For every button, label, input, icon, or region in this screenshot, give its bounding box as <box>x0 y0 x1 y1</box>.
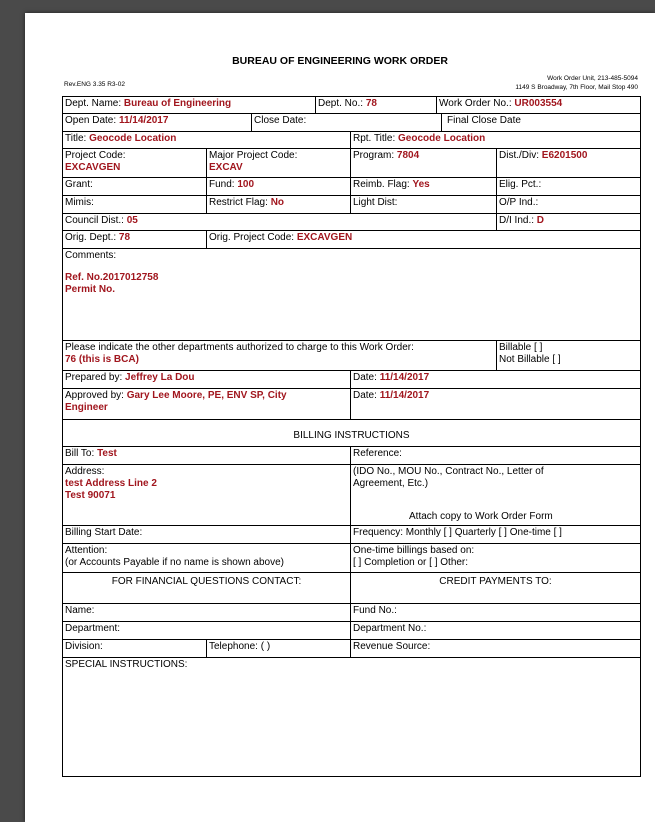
di-ind-label: D/I Ind.: <box>499 215 535 226</box>
reference-cell <box>350 447 640 464</box>
mimis-cell <box>63 196 206 213</box>
contact-name-cell <box>63 604 350 621</box>
row-title <box>63 132 640 149</box>
row-project <box>63 149 640 178</box>
title-value: Geocode Location <box>89 133 177 144</box>
row-department <box>63 622 640 640</box>
row-approved <box>63 389 640 420</box>
major-project-value: EXCAV <box>209 162 243 173</box>
attach-note: Attach copy to Work Order Form <box>409 511 553 522</box>
di-ind-cell <box>496 214 640 230</box>
row-dept <box>63 97 640 114</box>
row-billing-start <box>63 526 640 544</box>
department-no-cell <box>350 622 640 639</box>
light-dist-label: Light Dist: <box>353 197 398 208</box>
row-bill-to <box>63 447 640 465</box>
program-value: 7804 <box>396 150 420 161</box>
rpt-title-value: Geocode Location <box>398 133 486 144</box>
final-close-cell <box>441 114 640 131</box>
dist-div-label: Dist./Div: <box>499 150 539 161</box>
approved-by-value: Gary Lee Moore, PE, ENV SP, City <box>126 390 287 401</box>
grant-label: Grant: <box>65 179 93 190</box>
work-order-no-label: Work Order No.: <box>439 98 512 109</box>
department-no-label: Department No.: <box>353 623 427 634</box>
orig-project-label: Orig. Project Code: <box>209 232 295 243</box>
reimb-flag-cell <box>350 178 496 195</box>
special-instructions-section <box>63 658 640 777</box>
open-date-value: 11/14/2017 <box>118 115 169 126</box>
rpt-title-label: Rpt. Title: <box>353 133 396 144</box>
elig-pct-label: Elig. Pct.: <box>499 179 542 190</box>
attention-cell <box>63 544 350 572</box>
row-name <box>63 604 640 622</box>
special-instructions-cell <box>63 658 640 776</box>
work-order-sheet <box>25 13 655 822</box>
row-address <box>63 465 640 526</box>
other-depts-value: 76 (this is BCA) <box>65 354 139 365</box>
comments-ref-no: Ref. No.2017012758 <box>65 272 159 283</box>
contact-department-cell <box>63 622 350 639</box>
fund-no-label: Fund No.: <box>353 605 397 616</box>
major-project-cell <box>206 149 350 177</box>
dept-no-cell <box>315 97 436 113</box>
reimb-flag-label: Reimb. Flag: <box>353 179 410 190</box>
approved-date-value: 11/14/2017 <box>379 390 430 401</box>
comments-section <box>63 249 640 341</box>
di-ind-value: D <box>536 215 545 226</box>
attention-label: Attention: <box>65 545 108 556</box>
form-title: BUREAU OF ENGINEERING WORK ORDER <box>232 55 448 67</box>
contact-name-label: Name: <box>65 605 95 616</box>
restrict-flag-value: No <box>270 197 285 208</box>
orig-dept-cell <box>63 231 206 248</box>
billable-cell <box>496 341 640 370</box>
row-council <box>63 214 640 231</box>
address-line2: Test 90071 <box>65 490 116 501</box>
orig-project-value: EXCAVGEN <box>296 232 353 243</box>
close-date-cell <box>251 114 441 131</box>
approved-date-cell <box>350 389 640 419</box>
project-code-value: EXCAVGEN <box>65 162 121 173</box>
approved-by-value-cont: Engineer <box>65 402 108 413</box>
billable-checkbox[interactable]: Billable [ ] <box>499 342 543 353</box>
bill-to-value: Test <box>97 448 117 459</box>
work-order-no-cell <box>436 97 640 113</box>
unit-location: 1149 S Broadway, 7th Floor, Mail Stop 490 <box>515 84 638 91</box>
reimb-flag-value: Yes <box>412 179 430 190</box>
row-contact-headings <box>63 573 640 604</box>
program-cell <box>350 149 496 177</box>
unit-address <box>515 74 638 92</box>
project-code-cell <box>63 149 206 177</box>
elig-pct-cell <box>496 178 640 195</box>
billing-heading-row <box>63 420 640 447</box>
prepared-by-value: Jeffrey La Dou <box>125 372 195 383</box>
fund-no-cell <box>350 604 640 621</box>
work-order-form <box>62 96 641 777</box>
fin-contact-heading: FOR FINANCIAL QUESTIONS CONTACT: <box>111 576 302 587</box>
comments-permit-no: Permit No. <box>65 284 116 295</box>
dept-no-value: 78 <box>365 98 377 109</box>
comments-label: Comments: <box>65 250 117 261</box>
major-project-label: Major Project Code: <box>209 150 298 161</box>
orig-project-cell <box>206 231 640 248</box>
dist-div-cell <box>496 149 640 177</box>
council-dist-value: 05 <box>126 215 138 226</box>
close-date-label: Close Date: <box>254 115 307 126</box>
dept-no-label: Dept. No.: <box>318 98 364 109</box>
dept-name-value: Bureau of Engineering <box>123 98 232 109</box>
row-division <box>63 640 640 658</box>
billing-heading: BILLING INSTRUCTIONS <box>293 430 410 441</box>
op-ind-label: O/P Ind.: <box>499 197 539 208</box>
onetime-options[interactable]: [ ] Completion or [ ] Other: <box>353 557 469 568</box>
reference-label: Reference: <box>353 448 402 459</box>
fund-cell <box>206 178 350 195</box>
comments-cell <box>63 249 640 340</box>
dist-div-value: E6201500 <box>541 150 588 161</box>
grant-cell <box>63 178 206 195</box>
row-mimis <box>63 196 640 214</box>
onetime-label: One-time billings based on: <box>353 545 475 556</box>
prepared-by-cell <box>63 371 350 388</box>
other-depts-label: Please indicate the other departments authorized to charge to this Work Order: <box>65 342 414 353</box>
fund-value: 100 <box>237 179 255 190</box>
title-cell <box>63 132 350 148</box>
open-date-label: Open Date: <box>65 115 117 126</box>
contact-department-label: Department: <box>65 623 121 634</box>
approved-date-label: Date: <box>353 390 377 401</box>
prepared-by-label: Prepared by: <box>65 372 123 383</box>
final-close-label: Final Close Date <box>447 115 521 126</box>
billing-start-cell <box>63 526 350 543</box>
other-depts-cell <box>63 341 496 370</box>
orig-dept-label: Orig. Dept.: <box>65 232 117 243</box>
telephone-label: Telephone: ( ) <box>209 641 271 652</box>
restrict-flag-cell <box>206 196 350 213</box>
program-label: Program: <box>353 150 395 161</box>
revenue-source-cell <box>350 640 640 657</box>
approved-by-label: Approved by: <box>65 390 124 401</box>
mimis-label: Mimis: <box>65 197 94 208</box>
light-dist-cell <box>350 196 496 213</box>
revenue-source-label: Revenue Source: <box>353 641 431 652</box>
row-orig <box>63 231 640 249</box>
reference-note-line2: Agreement, Etc.) <box>353 478 429 489</box>
work-order-no-value: UR003554 <box>514 98 563 109</box>
project-code-label: Project Code: <box>65 150 126 161</box>
reference-note-cell <box>350 465 640 525</box>
telephone-cell <box>206 640 350 657</box>
council-dist-cell <box>63 214 496 230</box>
prepared-date-label: Date: <box>353 372 377 383</box>
row-departments <box>63 341 640 371</box>
attention-note: (or Accounts Payable if no name is shown above) <box>65 557 285 568</box>
bill-to-cell <box>63 447 350 464</box>
op-ind-cell <box>496 196 640 213</box>
orig-dept-value: 78 <box>118 232 131 243</box>
address-label: Address: <box>65 466 105 477</box>
fund-label: Fund: <box>209 179 235 190</box>
bill-to-label: Bill To: <box>65 448 95 459</box>
revision-code: Rev.ENG 3.35 R3-02 <box>64 81 125 88</box>
division-cell <box>63 640 206 657</box>
address-line1: test Address Line 2 <box>65 478 157 489</box>
dept-name-cell <box>63 97 315 113</box>
prepared-date-cell <box>350 371 640 388</box>
billing-start-label: Billing Start Date: <box>65 527 143 538</box>
credit-payments-heading: CREDIT PAYMENTS TO: <box>350 573 640 603</box>
dept-name-label: Dept. Name: <box>65 98 122 109</box>
reference-note-line1: (IDO No., MOU No., Contract No., Letter of <box>353 466 544 477</box>
approved-by-cell <box>63 389 350 419</box>
frequency-cell <box>350 526 640 543</box>
not-billable-checkbox[interactable]: Not Billable [ ] <box>499 354 561 365</box>
frequency-options[interactable]: Frequency: Monthly [ ] Quarterly [ ] One-time [ ] <box>353 527 562 538</box>
prepared-date-value: 11/14/2017 <box>379 372 430 383</box>
row-dates <box>63 114 640 132</box>
restrict-flag-label: Restrict Flag: <box>209 197 268 208</box>
row-attention <box>63 544 640 573</box>
division-label: Division: <box>65 641 103 652</box>
onetime-cell <box>350 544 640 572</box>
title-label: Title: <box>65 133 87 144</box>
open-date-cell <box>63 114 251 131</box>
row-fund <box>63 178 640 196</box>
unit-phone: Work Order Unit, 213-485-5094 <box>547 75 638 82</box>
special-instructions-label: SPECIAL INSTRUCTIONS: <box>65 659 188 670</box>
row-prepared <box>63 371 640 389</box>
address-cell <box>63 465 350 525</box>
council-dist-label: Council Dist.: <box>65 215 124 226</box>
rpt-title-cell <box>350 132 640 148</box>
